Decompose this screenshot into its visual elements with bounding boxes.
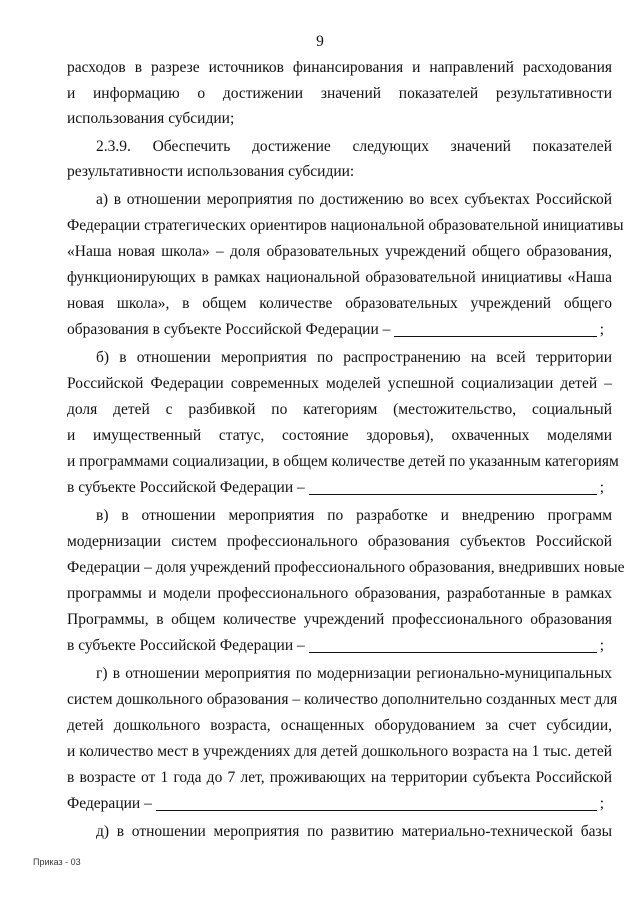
text-line: и имущественный статус, состояние здоровья), охваченных моделями (67, 427, 612, 444)
page-number: 9 (316, 33, 324, 50)
text-line: Российской Федерации современных моделей успешной социализации детей – (67, 375, 612, 392)
text-line: Программы, в общем количестве учреждений профессионального образования (67, 611, 612, 628)
text-line: программы и модели профессионального образования, разработанные в рамках (67, 585, 612, 602)
fill-in-line: в субъекте Российской Федерации – ; (67, 479, 604, 496)
fill-in-line: в субъекте Российской Федерации – ; (67, 637, 604, 654)
blank-field-line (156, 809, 597, 811)
blank-field-line (309, 493, 597, 495)
text-line: б) в отношении мероприятия по распространению на всей территории (96, 349, 612, 366)
text-line: Федерации стратегических ориентиров национальной образовательной инициативы (67, 217, 624, 234)
text-line: г) в отношении мероприятия по модернизации регионально-муниципальных (96, 665, 612, 682)
text-line: функционирующих в рамках национальной образовательной инициативы «Наша (67, 269, 612, 286)
blank-field-line (394, 335, 596, 337)
text-line: Федерации – доля учреждений профессионального образования, внедривших новые (67, 559, 625, 576)
text-line: д) в отношении мероприятия по развитию материально-технической базы (96, 823, 612, 840)
text-line: «Наша новая школа» – доля образовательных учреждений общего образования, (67, 243, 612, 260)
text-line: доля детей с разбивкой по категориям (местожительство, социальный (67, 401, 612, 418)
text-line: и количество мест в учреждениях для детей дошкольного возраста на 1 тыс. детей (67, 743, 612, 760)
text-line: модернизации систем профессионального образования субъектов Российской (67, 533, 612, 550)
fill-in-line: образования в субъекте Российской Федерации – ; (67, 321, 604, 338)
text-line: в возрасте от 1 года до 7 лет, проживающих на территории субъекта Российской (67, 769, 612, 786)
text-line: и программами социализации, в общем количестве детей по указанным категориям (67, 453, 619, 470)
text-line: систем дошкольного образования – количество дополнительно созданных мест для (67, 691, 618, 708)
text-line: результативности использования субсидии: (67, 163, 355, 180)
text-line: расходов в разрезе источников финансирования и направлений расходования (67, 59, 612, 76)
text-line: новая школа», в общем количестве образовательных учреждений общего (67, 295, 612, 312)
text-line: 2.3.9. Обеспечить достижение следующих значений показателей (96, 138, 612, 155)
text-line: а) в отношении мероприятия по достижению во всех субъектах Российской (96, 191, 612, 208)
text-line: в) в отношении мероприятия по разработке и внедрению программ (96, 507, 612, 524)
text-line: использования субсидии; (67, 110, 235, 127)
text-line: и информацию о достижении значений показателей результативности (67, 85, 612, 102)
blank-field-line (309, 651, 597, 653)
text-line: детей дошкольного возраста, оснащенных оборудованием за счет субсидии, (67, 717, 612, 734)
fill-in-line: Федерации – ; (67, 795, 604, 812)
footer-note: Приказ - 03 (33, 857, 81, 867)
